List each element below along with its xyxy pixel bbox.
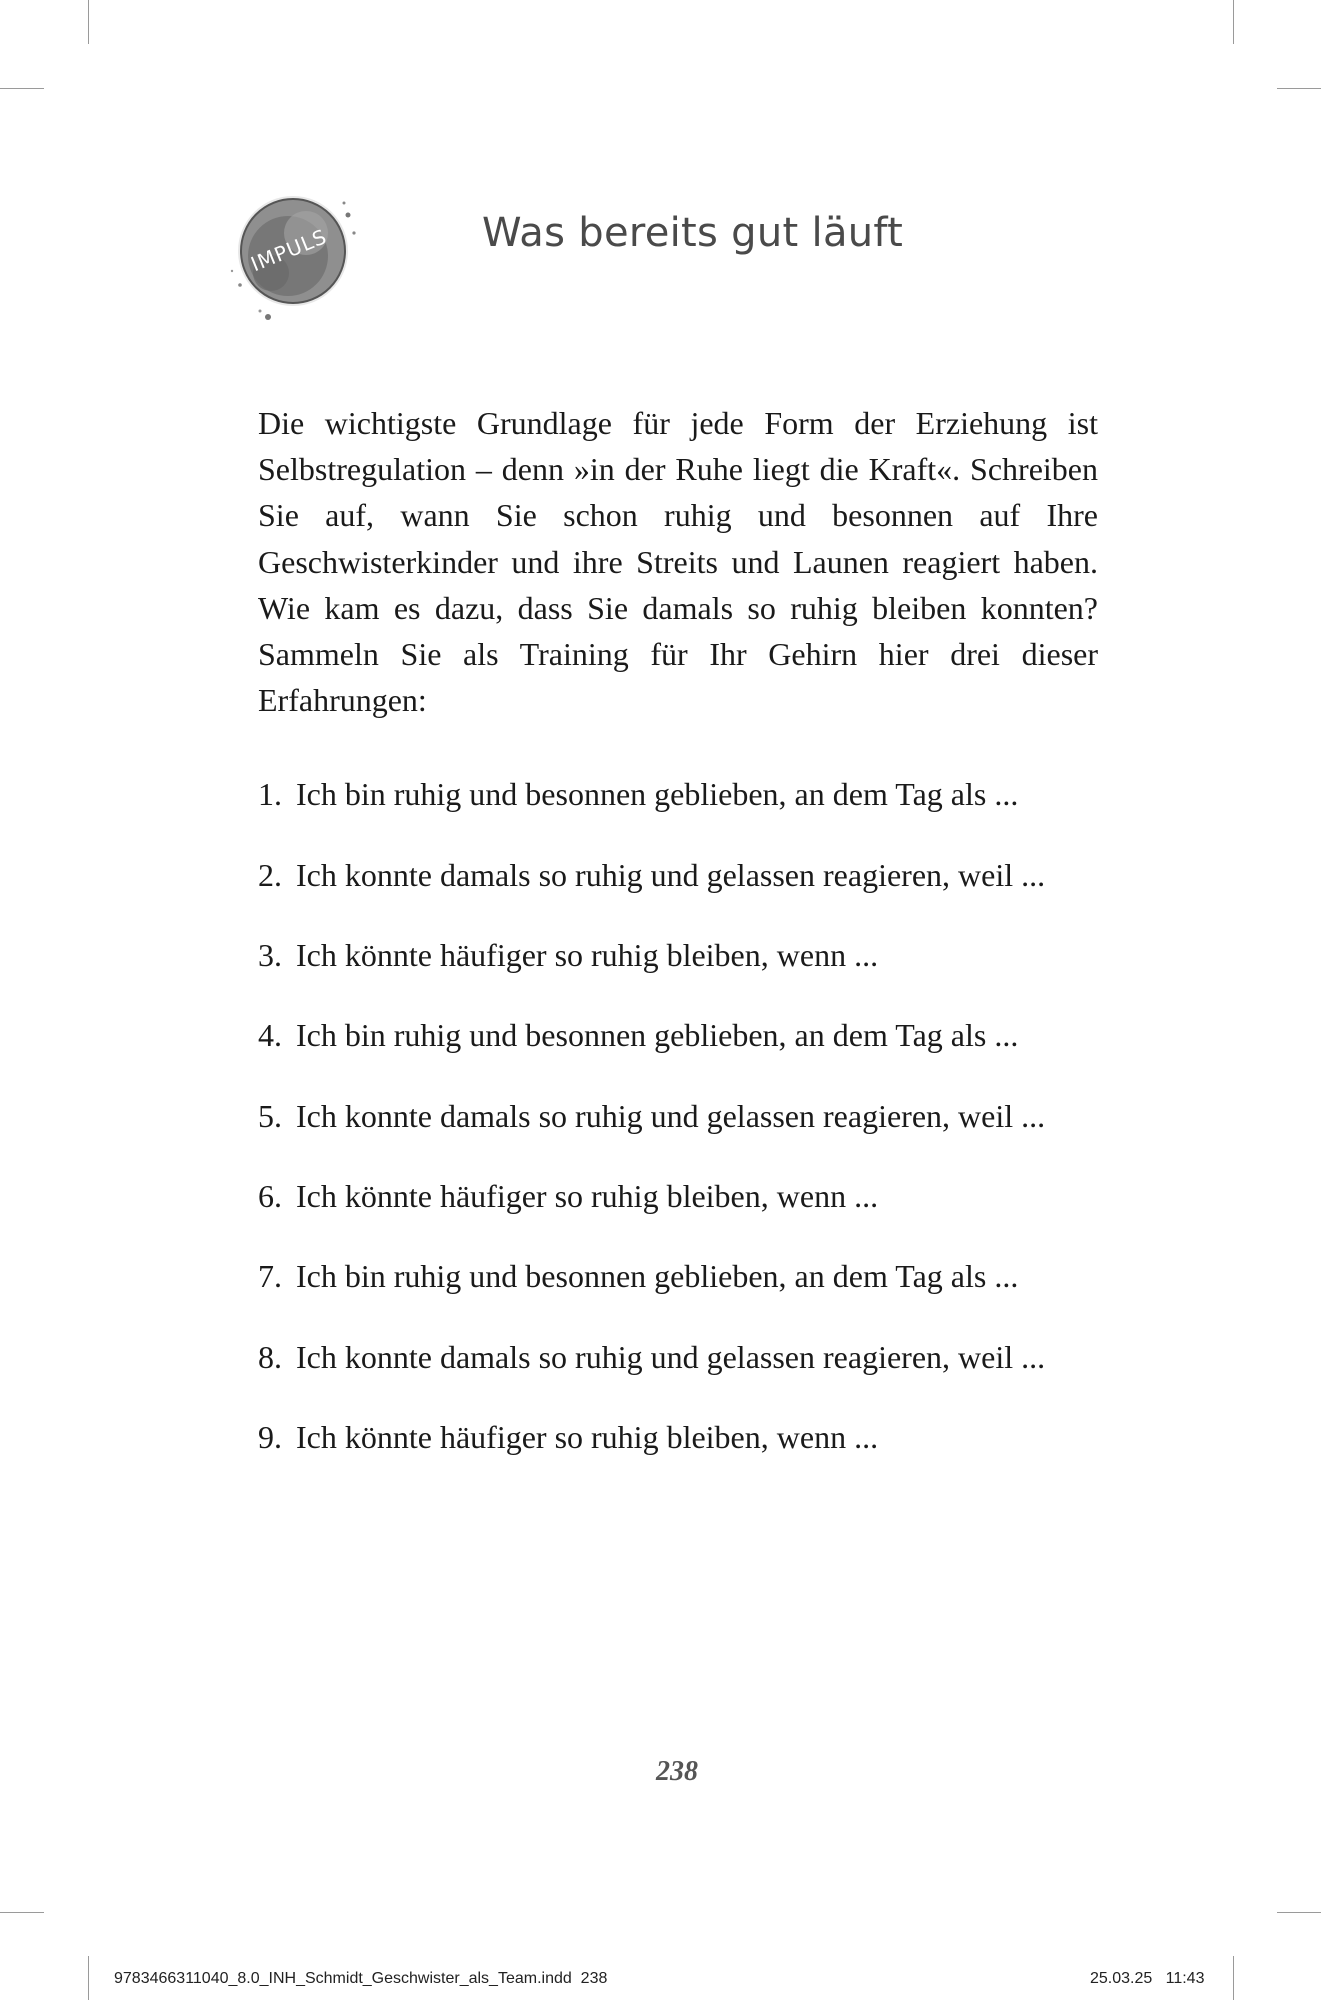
crop-mark <box>1233 0 1234 44</box>
list-item <box>258 1419 878 1456</box>
list-item <box>258 1258 1018 1295</box>
crop-mark <box>1277 1912 1321 1913</box>
item-text: Ich konnte damals so ruhig und gelassen reagieren, weil ... <box>296 857 1046 893</box>
crop-mark <box>88 0 89 44</box>
page-title: Was bereits gut läuft <box>482 210 904 256</box>
intro-paragraph: Die wichtigste Grundlage für jede Form der Erziehung ist Selbstregulation – denn »in der Ruhe liegt die Kraft«. Schreiben Sie auf, wann Sie schon ruhig und besonnen auf Ihre Geschwisterkinder und ihre Streits und Launen reagiert haben. Wie kam es dazu, dass Sie damals so ruhig bleiben konnten? Sammeln Sie als Training für Ihr Gehirn hier drei dieser Erfahrungen: <box>258 405 1098 719</box>
item-number: 5. <box>258 1098 282 1134</box>
list-item <box>258 776 1018 813</box>
item-number: 1. <box>258 776 282 812</box>
crop-mark <box>1233 1956 1234 2000</box>
item-text: Ich bin ruhig und besonnen geblieben, an dem Tag als ... <box>296 776 1019 812</box>
item-number: 7. <box>258 1258 282 1294</box>
list-item <box>258 1017 1018 1054</box>
item-number: 4. <box>258 1017 282 1053</box>
slug-date: 25.03.25 <box>1090 1970 1153 1987</box>
item-number: 9. <box>258 1419 282 1455</box>
item-text: Ich könnte häufiger so ruhig bleiben, wenn ... <box>296 1178 879 1214</box>
slug-filename: 9783466311040_8.0_INH_Schmidt_Geschwister_als_Team.indd <box>114 1970 572 1987</box>
crop-mark <box>0 1912 44 1913</box>
crop-mark <box>0 88 44 89</box>
slug-time: 11:43 <box>1165 1970 1205 1987</box>
list-item <box>258 937 878 974</box>
item-text: Ich könnte häufiger so ruhig bleiben, wenn ... <box>296 937 879 973</box>
impuls-badge-icon <box>226 193 356 323</box>
list-item <box>258 1178 878 1215</box>
page-number: 238 <box>656 1756 698 1787</box>
item-number: 8. <box>258 1339 282 1375</box>
item-number: 3. <box>258 937 282 973</box>
slug-page: 238 <box>580 1970 608 1987</box>
list-item <box>258 1098 1045 1135</box>
crop-mark <box>1277 88 1321 89</box>
crop-mark <box>88 1956 89 2000</box>
slug-file <box>114 1970 607 1988</box>
badge-label: IMPULS <box>247 224 331 277</box>
list-item <box>258 1339 1045 1376</box>
item-text: Ich bin ruhig und besonnen geblieben, an dem Tag als ... <box>296 1258 1019 1294</box>
list-item <box>258 857 1045 894</box>
slug-timestamp <box>1090 1970 1204 1988</box>
item-number: 2. <box>258 857 282 893</box>
item-text: Ich bin ruhig und besonnen geblieben, an dem Tag als ... <box>296 1017 1019 1053</box>
item-text: Ich konnte damals so ruhig und gelassen reagieren, weil ... <box>296 1098 1046 1134</box>
item-number: 6. <box>258 1178 282 1214</box>
item-text: Ich konnte damals so ruhig und gelassen reagieren, weil ... <box>296 1339 1046 1375</box>
item-text: Ich könnte häufiger so ruhig bleiben, wenn ... <box>296 1419 879 1455</box>
